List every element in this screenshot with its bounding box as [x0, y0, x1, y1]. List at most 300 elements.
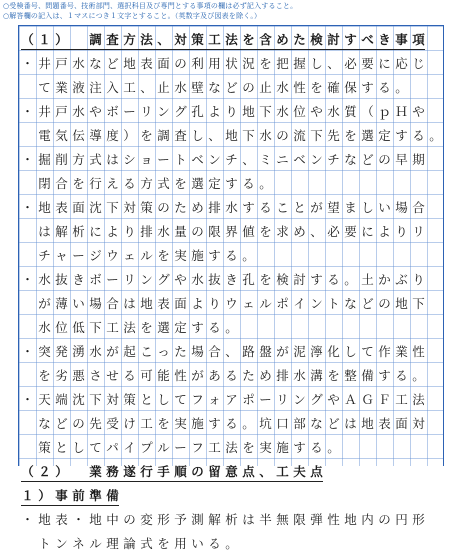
grid-cell: 合	[55, 175, 68, 191]
grid-cell: せ	[106, 367, 119, 383]
grid-cell	[427, 292, 444, 316]
grid-cell	[291, 484, 308, 508]
grid-cell: ボ	[106, 103, 119, 119]
grid-cell: ・	[21, 55, 34, 71]
grid-cell: チ	[38, 247, 51, 263]
grid-cell: 排	[276, 367, 289, 383]
grid-cell: 場	[89, 295, 102, 311]
grid-cell: 化	[327, 343, 340, 359]
grid-cell: ウ	[106, 247, 119, 263]
grid-cell: ー	[72, 247, 85, 263]
grid-cell: の	[123, 511, 136, 527]
grid-cell: ぶ	[395, 271, 408, 287]
grid-cell: 水	[276, 103, 289, 119]
grid-cell: 工	[208, 31, 221, 47]
grid-cell: リ	[123, 271, 136, 287]
grid-cell: 順	[174, 463, 187, 479]
grid-cell: イ	[293, 295, 306, 311]
text-line	[19, 52, 443, 76]
grid-cell: 壁	[191, 79, 204, 95]
grid-cell: じ	[412, 55, 425, 71]
grid-cell: 、	[225, 343, 238, 359]
grid-cell: ネ	[72, 535, 85, 551]
grid-cell: 湧	[72, 343, 85, 359]
grid-cell: 天	[38, 391, 51, 407]
grid-cell: い	[378, 199, 391, 215]
grid-cell: 水	[174, 79, 187, 95]
grid-cell	[240, 484, 257, 508]
grid-cell: ア	[225, 391, 238, 407]
text-line	[19, 172, 443, 196]
grid-cell: る	[242, 175, 255, 191]
text-line	[19, 244, 443, 268]
grid-cell: 注	[89, 79, 102, 95]
grid-cell: 対	[412, 415, 425, 431]
grid-cell: 。	[395, 79, 408, 95]
grid-cell: け	[123, 415, 136, 431]
heading-underline	[21, 505, 119, 506]
grid-cell: す	[361, 79, 374, 95]
grid-cell: 地	[242, 103, 255, 119]
grid-cell	[359, 460, 376, 484]
grid-cell: 水	[72, 55, 85, 71]
grid-cell: す	[208, 415, 221, 431]
grid-cell: 部	[293, 415, 306, 431]
grid-cell	[427, 364, 444, 388]
grid-cell: 点	[242, 463, 255, 479]
grid-cell: の	[174, 55, 187, 71]
grid-cell: 場	[395, 199, 408, 215]
grid-cell: ・	[21, 271, 34, 287]
grid-cell: 内	[361, 511, 374, 527]
grid-cell: て	[361, 343, 374, 359]
grid-cell: た	[293, 31, 306, 47]
grid-cell: な	[310, 415, 323, 431]
grid-cell	[121, 484, 138, 508]
grid-cell: 入	[106, 79, 119, 95]
grid-cell: 。	[242, 247, 255, 263]
grid-cell: 定	[208, 175, 221, 191]
grid-cell: て	[89, 439, 102, 455]
grid-cell: 応	[395, 55, 408, 71]
grid-cell: 形	[412, 511, 425, 527]
grid-cell: 定	[174, 319, 187, 335]
grid-cell: ン	[208, 151, 221, 167]
grid-cell: や	[174, 271, 187, 287]
grid-cell	[410, 76, 427, 100]
grid-cell: を	[310, 79, 323, 95]
grid-cell: 選	[157, 319, 170, 335]
grid-cell: 地	[89, 511, 102, 527]
grid-cell: 水	[157, 223, 170, 239]
grid-cell: べ	[361, 31, 374, 47]
grid-cell: 備	[361, 367, 374, 383]
grid-cell: 。	[225, 535, 238, 551]
grid-cell	[410, 244, 427, 268]
grid-cell: Ｇ	[361, 391, 374, 407]
grid-cell: 、	[259, 463, 272, 479]
grid-cell: が	[106, 343, 119, 359]
grid-cell: 口	[276, 415, 289, 431]
grid-cell: ン	[157, 103, 170, 119]
grid-cell	[308, 172, 325, 196]
grid-cell	[427, 148, 444, 172]
grid-cell: え	[106, 175, 119, 191]
grid-cell: し	[72, 439, 85, 455]
grid-cell: チ	[327, 151, 340, 167]
grid-cell: を	[174, 175, 187, 191]
grid-cell: 項	[412, 31, 425, 47]
grid-cell	[376, 436, 393, 460]
grid-cell: よ	[106, 223, 119, 239]
grid-cell	[325, 244, 342, 268]
grid-cell: 起	[123, 343, 136, 359]
grid-cell: が	[310, 199, 323, 215]
grid-cell	[19, 244, 36, 268]
grid-cell	[427, 76, 444, 100]
grid-cell: 止	[157, 79, 170, 95]
grid-cell	[359, 436, 376, 460]
grid-cell: リ	[412, 223, 425, 239]
grid-cell: る	[225, 247, 238, 263]
text-line	[19, 412, 443, 436]
grid-cell: 面	[72, 199, 85, 215]
grid-cell: ト	[174, 151, 187, 167]
grid-cell: 策	[123, 391, 136, 407]
grid-cell: 実	[174, 247, 187, 263]
grid-cell: 点	[310, 463, 323, 479]
grid-cell: り	[225, 103, 238, 119]
grid-cell: る	[123, 175, 136, 191]
grid-cell	[274, 316, 291, 340]
grid-cell	[427, 196, 444, 220]
grid-cell	[427, 436, 444, 460]
grid-cell: 下	[310, 127, 323, 143]
grid-cell: ャ	[55, 247, 68, 263]
grid-cell: に	[378, 55, 391, 71]
grid-cell: 務	[106, 463, 119, 479]
grid-cell: を	[327, 367, 340, 383]
grid-cell: め	[259, 367, 272, 383]
instruction-notes	[0, 0, 460, 22]
grid-cell: ト	[327, 295, 340, 311]
grid-cell: は	[242, 511, 255, 527]
grid-cell: が	[38, 295, 51, 311]
grid-cell	[427, 100, 444, 124]
grid-cell: き	[378, 31, 391, 47]
grid-cell: ー	[174, 439, 187, 455]
grid-cell: り	[208, 295, 221, 311]
grid-cell	[325, 484, 342, 508]
grid-cell	[291, 532, 308, 556]
grid-cell	[427, 52, 444, 76]
grid-cell: る	[123, 367, 136, 383]
heading-underline	[21, 49, 425, 50]
grid-cell: す	[293, 439, 306, 455]
grid-cell: な	[344, 295, 357, 311]
grid-cell: ル	[259, 295, 272, 311]
grid-cell	[393, 316, 410, 340]
grid-cell: こ	[140, 343, 153, 359]
grid-cell: 中	[106, 511, 119, 527]
grid-cell: 性	[327, 511, 340, 527]
grid-cell	[291, 172, 308, 196]
grid-cell: 面	[395, 415, 408, 431]
grid-cell	[19, 76, 36, 100]
grid-cell	[359, 316, 376, 340]
grid-cell: パ	[106, 439, 119, 455]
grid-cell: っ	[157, 343, 170, 359]
grid-cell	[274, 172, 291, 196]
grid-cell	[376, 172, 393, 196]
grid-cell: 突	[38, 343, 51, 359]
grid-cell: 戸	[55, 103, 68, 119]
text-line	[19, 316, 443, 340]
grid-cell: 先	[89, 415, 102, 431]
grid-cell: 泥	[293, 343, 306, 359]
grid-cell: ど	[327, 415, 340, 431]
grid-cell: ト	[38, 535, 51, 551]
grid-cell: 地	[38, 199, 51, 215]
grid-cell	[19, 124, 36, 148]
grid-cell: 抜	[208, 271, 221, 287]
grid-cell: ポ	[276, 295, 289, 311]
grid-cell: ェ	[242, 295, 255, 311]
grid-cell	[19, 436, 36, 460]
grid-cell: 表	[55, 199, 68, 215]
grid-cell: 表	[157, 295, 170, 311]
grid-cell: 位	[55, 319, 68, 335]
grid-cell: 備	[106, 487, 119, 503]
grid-cell: し	[191, 127, 204, 143]
grid-cell: Ｈ	[395, 103, 408, 119]
grid-cell: 査	[106, 31, 119, 47]
grid-cell: 質	[344, 103, 357, 119]
text-line	[19, 508, 443, 532]
grid-cell: リ	[276, 391, 289, 407]
grid-cell: ン	[310, 295, 323, 311]
grid-cell: 選	[191, 175, 204, 191]
grid-cell	[257, 316, 274, 340]
grid-cell: よ	[191, 295, 204, 311]
grid-cell: 路	[242, 343, 255, 359]
grid-cell: た	[174, 199, 187, 215]
grid-cell: を	[157, 535, 170, 551]
grid-cell: 解	[55, 223, 68, 239]
grid-cell: を	[157, 415, 170, 431]
grid-cell: 表	[140, 55, 153, 71]
grid-cell: ど	[225, 79, 238, 95]
grid-cell: 水	[72, 103, 85, 119]
grid-cell	[257, 244, 274, 268]
grid-cell: 調	[89, 31, 102, 47]
text-line	[19, 76, 443, 100]
grid-cell: る	[208, 535, 221, 551]
grid-cell: 式	[140, 535, 153, 551]
grid-cell	[393, 172, 410, 196]
grid-cell	[376, 484, 393, 508]
grid-cell: ェ	[123, 247, 136, 263]
grid-cell: 、	[140, 79, 153, 95]
grid-cell: を	[259, 223, 272, 239]
instruction-note-2: ○解答欄の記入は、１マスにつき１文字とすること。（英数字及び図表を除く。）	[3, 12, 262, 20]
grid-cell	[427, 388, 444, 412]
text-line	[19, 436, 443, 460]
grid-cell: 度	[106, 127, 119, 143]
text-line	[19, 340, 443, 364]
grid-cell: 低	[72, 319, 85, 335]
grid-cell	[376, 460, 393, 484]
grid-cell: 実	[174, 415, 187, 431]
grid-cell: し	[361, 199, 374, 215]
grid-cell	[393, 460, 410, 484]
grid-cell: 電	[38, 127, 51, 143]
grid-cell: 方	[140, 175, 153, 191]
grid-cell: よ	[378, 223, 391, 239]
grid-cell	[410, 172, 427, 196]
grid-cell: 期	[412, 151, 425, 167]
grid-cell: を	[157, 247, 170, 263]
grid-cell: な	[38, 415, 51, 431]
grid-cell: 薄	[55, 295, 68, 311]
grid-cell: 握	[293, 55, 306, 71]
text-line	[19, 388, 443, 412]
grid-cell: 留	[208, 463, 221, 479]
grid-cell	[138, 484, 155, 508]
grid-cell: 施	[191, 247, 204, 263]
grid-cell: 水	[225, 199, 238, 215]
grid-cell	[393, 244, 410, 268]
grid-cell: 合	[412, 199, 425, 215]
grid-cell: 手	[157, 463, 170, 479]
grid-cell: 沈	[72, 391, 85, 407]
grid-cell: 策	[140, 199, 153, 215]
grid-cell: ど	[106, 55, 119, 71]
grid-cell: の	[72, 415, 85, 431]
grid-cell	[376, 532, 393, 556]
grid-cell: 合	[208, 343, 221, 359]
grid-cell	[427, 460, 444, 484]
grid-cell	[308, 244, 325, 268]
grid-cell	[427, 172, 444, 196]
grid-cell: 地	[225, 127, 238, 143]
grid-cell: 確	[327, 79, 340, 95]
grid-cell: す	[242, 199, 255, 215]
grid-cell: を	[242, 439, 255, 455]
grid-cell: ォ	[208, 391, 221, 407]
text-line	[19, 124, 443, 148]
grid-cell: 望	[327, 199, 340, 215]
grid-cell	[427, 220, 444, 244]
grid-cell: し	[344, 343, 357, 359]
grid-cell: を	[38, 367, 51, 383]
grid-cell: ・	[21, 511, 34, 527]
heading-underline	[21, 481, 323, 482]
grid-cell: ニ	[276, 151, 289, 167]
grid-cell: 予	[174, 511, 187, 527]
grid-cell	[291, 316, 308, 340]
grid-cell: 抜	[55, 271, 68, 287]
grid-cell: 地	[395, 295, 408, 311]
grid-cell: の	[191, 223, 204, 239]
grid-cell: 工	[123, 79, 136, 95]
grid-cell	[410, 316, 427, 340]
grid-cell: ミ	[259, 151, 272, 167]
grid-cell: さ	[89, 367, 102, 383]
grid-cell: 論	[123, 535, 136, 551]
grid-cell: る	[378, 79, 391, 95]
grid-cell: （	[21, 31, 34, 47]
grid-cell: ボ	[89, 271, 102, 287]
grid-cell	[410, 532, 427, 556]
grid-cell: の	[242, 79, 255, 95]
grid-cell: 必	[344, 55, 357, 71]
text-line	[19, 148, 443, 172]
grid-cell: 工	[140, 415, 153, 431]
grid-cell: 。	[242, 415, 255, 431]
grid-cell: 遂	[123, 463, 136, 479]
grid-cell: １	[38, 31, 51, 47]
grid-cell: 事	[395, 31, 408, 47]
grid-cell: を	[140, 127, 153, 143]
grid-cell: の	[378, 511, 391, 527]
grid-cell: 孔	[242, 271, 255, 287]
grid-cell: の	[191, 463, 204, 479]
grid-cell	[274, 244, 291, 268]
grid-cell: 排	[208, 199, 221, 215]
grid-cell: 作	[378, 343, 391, 359]
grid-cell	[410, 484, 427, 508]
grid-cell: 討	[293, 271, 306, 287]
grid-cell: 要	[344, 223, 357, 239]
grid-cell: 孔	[191, 103, 204, 119]
grid-cell: 法	[225, 439, 238, 455]
grid-cell: い	[191, 535, 204, 551]
grid-cell: 法	[140, 31, 153, 47]
grid-cell: 半	[259, 511, 272, 527]
grid-cell: ー	[259, 391, 272, 407]
grid-cell: り	[395, 223, 408, 239]
grid-cell: る	[395, 367, 408, 383]
grid-cell: な	[344, 151, 357, 167]
grid-cell: 早	[395, 151, 408, 167]
grid-cell: 必	[327, 223, 340, 239]
grid-cell: イ	[123, 439, 136, 455]
grid-cell: 法	[225, 31, 238, 47]
grid-cell	[393, 484, 410, 508]
grid-cell: 事	[55, 487, 68, 503]
grid-cell: ・	[21, 343, 34, 359]
grid-cell: Ｆ	[378, 391, 391, 407]
grid-cell: 弾	[310, 511, 323, 527]
grid-cell: 先	[327, 127, 340, 143]
grid-cell: 方	[72, 151, 85, 167]
grid-cell: や	[327, 391, 340, 407]
grid-cell: 変	[140, 511, 153, 527]
grid-cell: 方	[123, 31, 136, 47]
grid-cell: は	[38, 223, 51, 239]
grid-cell: 限	[208, 223, 221, 239]
grid-cell: 地	[123, 55, 136, 71]
grid-cell: 端	[55, 391, 68, 407]
grid-cell	[291, 244, 308, 268]
grid-cell: ・	[21, 391, 34, 407]
grid-cell: 井	[38, 103, 51, 119]
grid-cell	[19, 364, 36, 388]
text-line	[19, 364, 443, 388]
grid-cell: 下	[89, 319, 102, 335]
grid-cell: と	[140, 391, 153, 407]
